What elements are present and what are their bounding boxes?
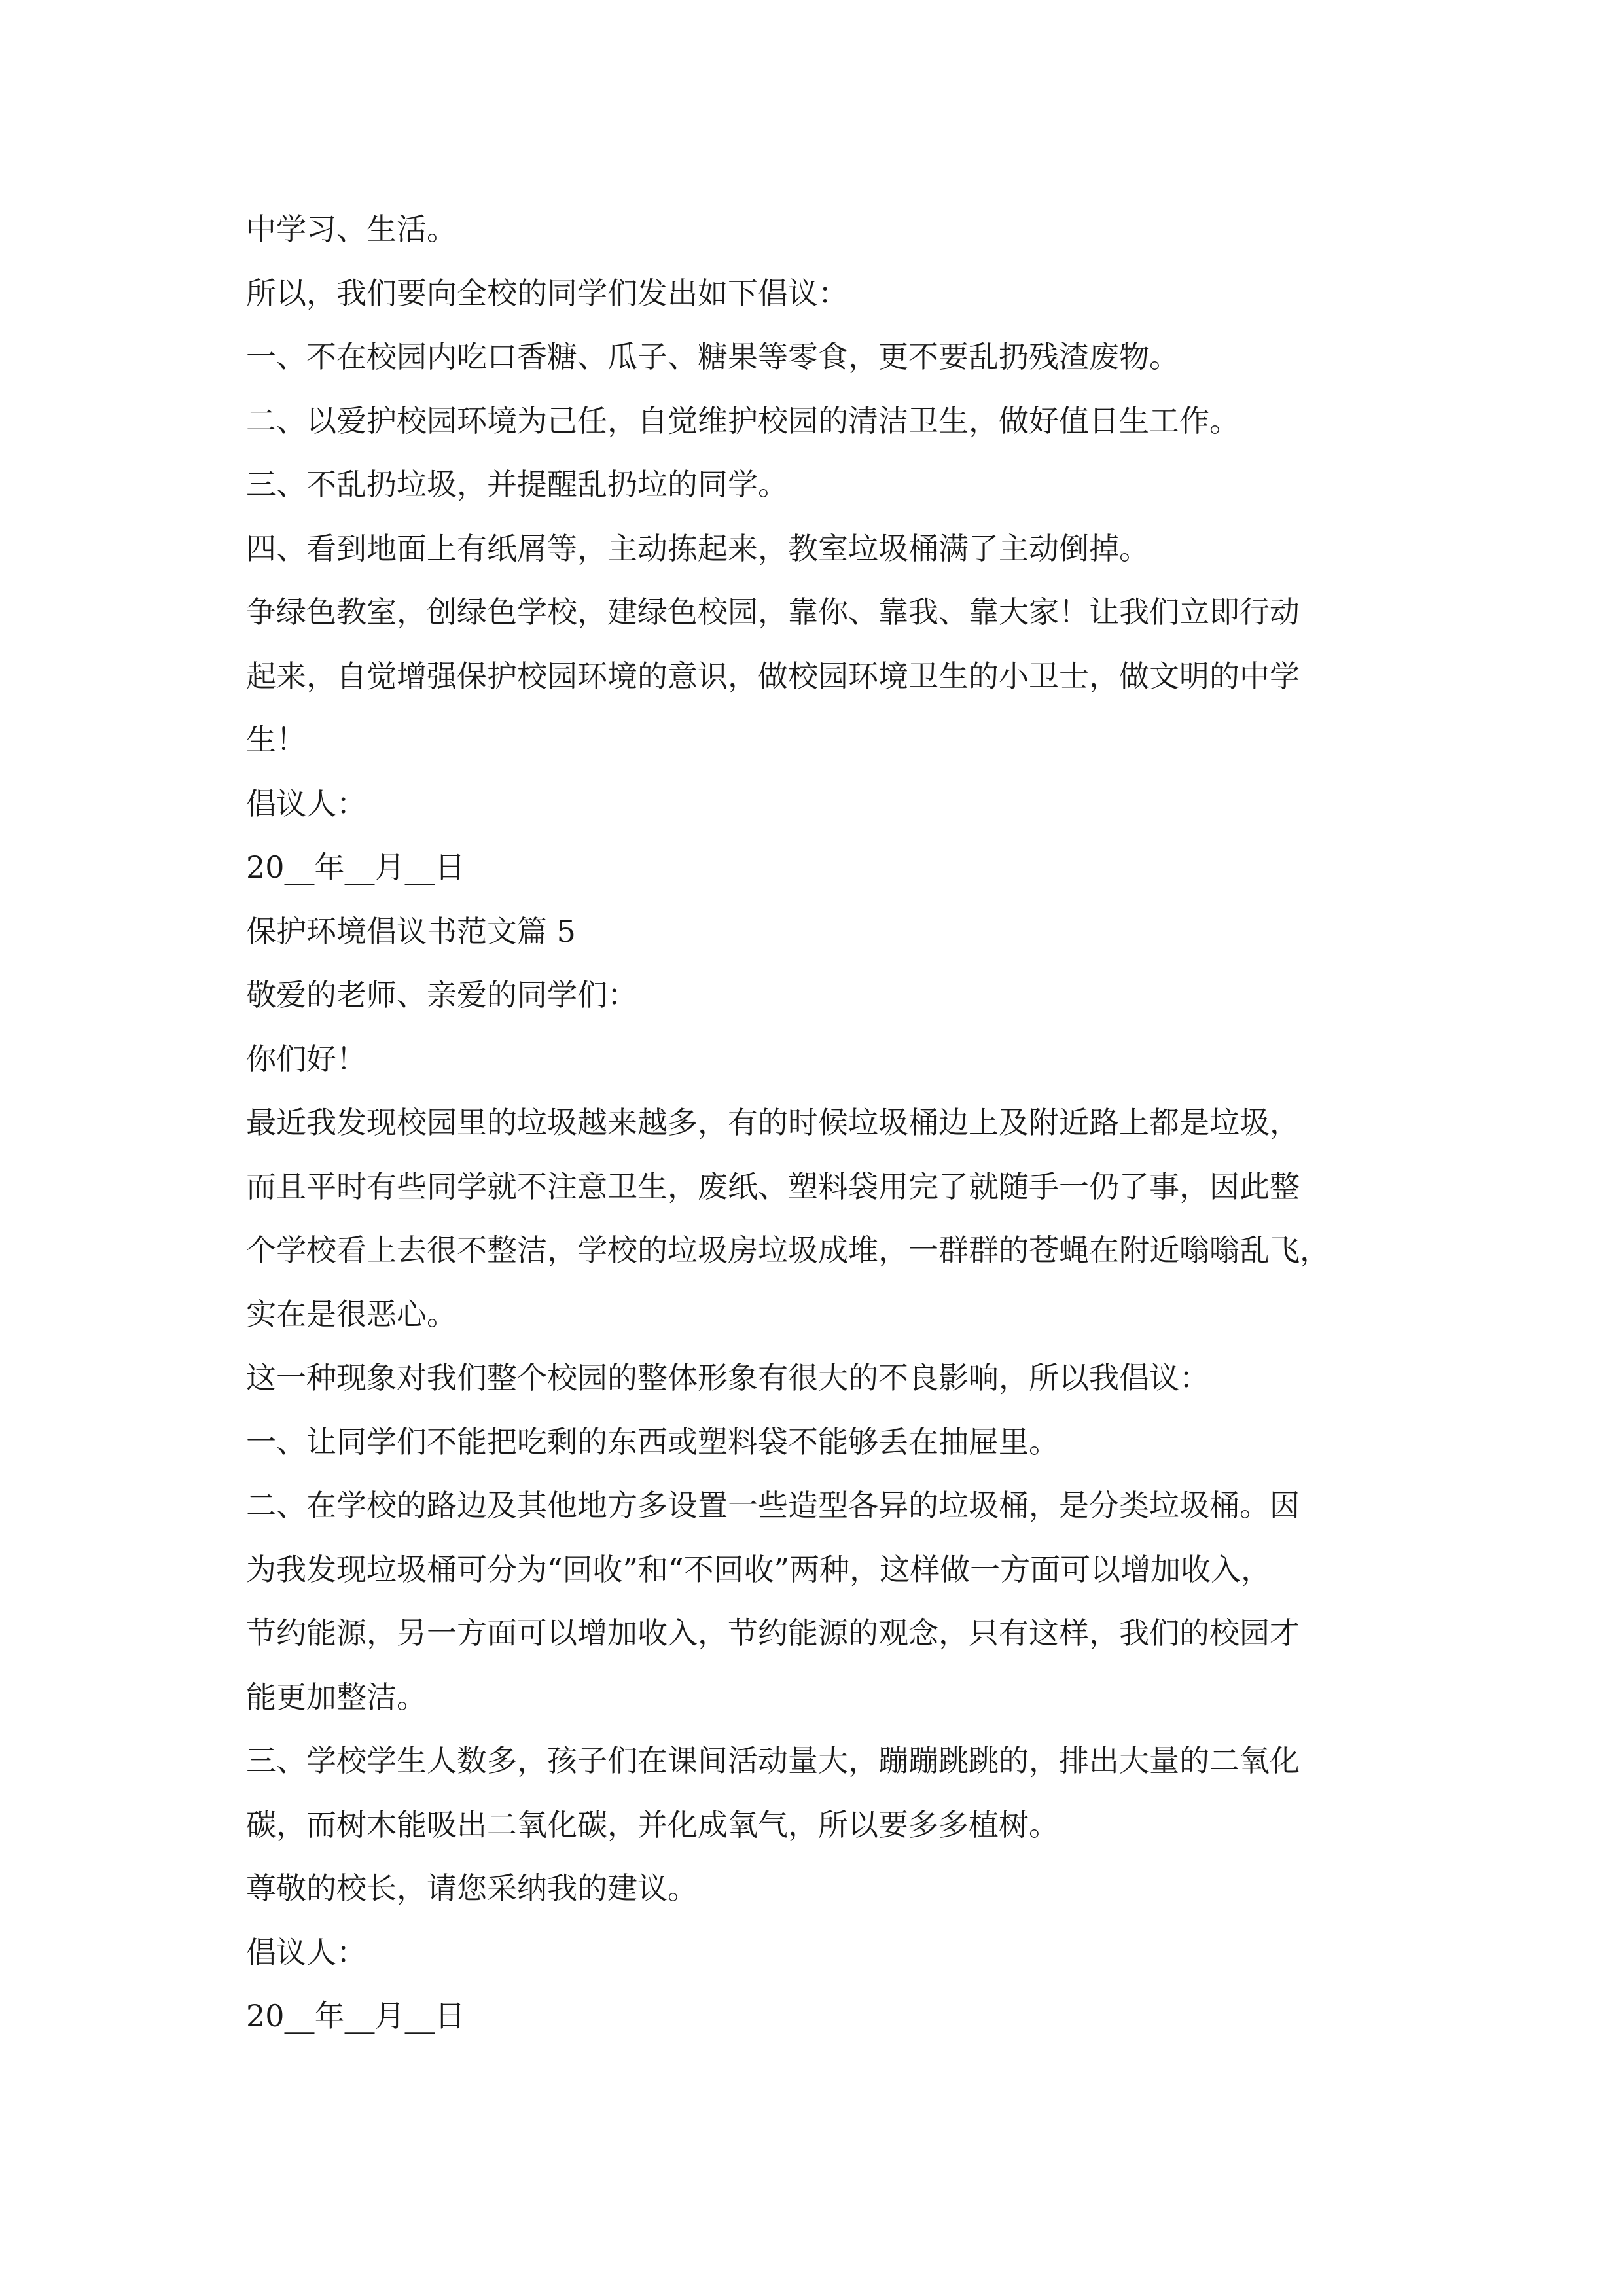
document-body [246,198,1378,2049]
text-line: 三、学校学生人数多，孩子们在课间活动量大，蹦蹦跳跳的，排出大量的二氧化 [246,1743,1300,1778]
salutation: 敬爱的老师、亲爱的同学们： [246,977,637,1013]
text-line: 为我发现垃圾桶可分为“回收”和“不回收”两种，这样做一方面可以增加收入， [246,1551,1272,1587]
text-line: 生！ [246,722,306,757]
text-line: 二、以爱护校园环境为己任，自觉维护校园的清洁卫生，做好值日生工作。 [246,403,1240,439]
text-line: 中学习、生活。 [246,211,457,247]
signature-label: 倡议人： [246,1934,366,1970]
text-line: 个学校看上去很不整洁，学校的垃圾房垃圾成堆，一群群的苍蝇在附近嗡嗡乱飞， [246,1232,1330,1268]
text-line: 一、让同学们不能把吃剩的东西或塑料袋不能够丢在抽屉里。 [246,1424,1059,1460]
text-line: 实在是很恶心。 [246,1296,457,1332]
text-line: 所以，我们要向全校的同学们发出如下倡议： [246,275,848,311]
text-line: 三、不乱扔垃圾，并提醒乱扔垃的同学。 [246,467,788,502]
text-line: 节约能源，另一方面可以增加收入，节约能源的观念，只有这样，我们的校园才 [246,1615,1300,1651]
text-line: 争绿色教室，创绿色学校，建绿色校园，靠你、靠我、靠大家！让我们立即行动 [246,594,1300,630]
text-line: 最近我发现校园里的垃圾越来越多，有的时候垃圾桶边上及附近路上都是垃圾， [246,1105,1300,1140]
text-line: 一、不在校园内吃口香糖、瓜子、糖果等零食，更不要乱扔残渣废物。 [246,339,1179,374]
date-line: 20__年__月__日 [246,850,465,885]
section-title: 保护环境倡议书范文篇 5 [246,913,576,949]
text-line: 起来，自觉增强保护校园环境的意识，做校园环境卫生的小卫士，做文明的中学 [246,658,1300,694]
text-line: 这一种现象对我们整个校园的整体形象有很大的不良影响，所以我倡议： [246,1360,1209,1395]
signature-label: 倡议人： [246,785,366,821]
text-line: 碳，而树木能吸出二氧化碳，并化成氧气，所以要多多植树。 [246,1806,1059,1842]
text-line: 二、在学校的路边及其他地方多设置一些造型各异的垃圾桶，是分类垃圾桶。因 [246,1488,1300,1523]
greeting: 你们好！ [246,1041,366,1077]
text-line: 尊敬的校长，请您采纳我的建议。 [246,1871,698,1906]
text-line: 而且平时有些同学就不注意卫生，废纸、塑料袋用完了就随手一仍了事，因此整 [246,1168,1300,1204]
date-line: 20__年__月__日 [246,1998,465,2034]
text-line: 能更加整洁。 [246,1679,427,1715]
text-line: 四、看到地面上有纸屑等，主动拣起来，教室垃圾桶满了主动倒掉。 [246,530,1149,566]
